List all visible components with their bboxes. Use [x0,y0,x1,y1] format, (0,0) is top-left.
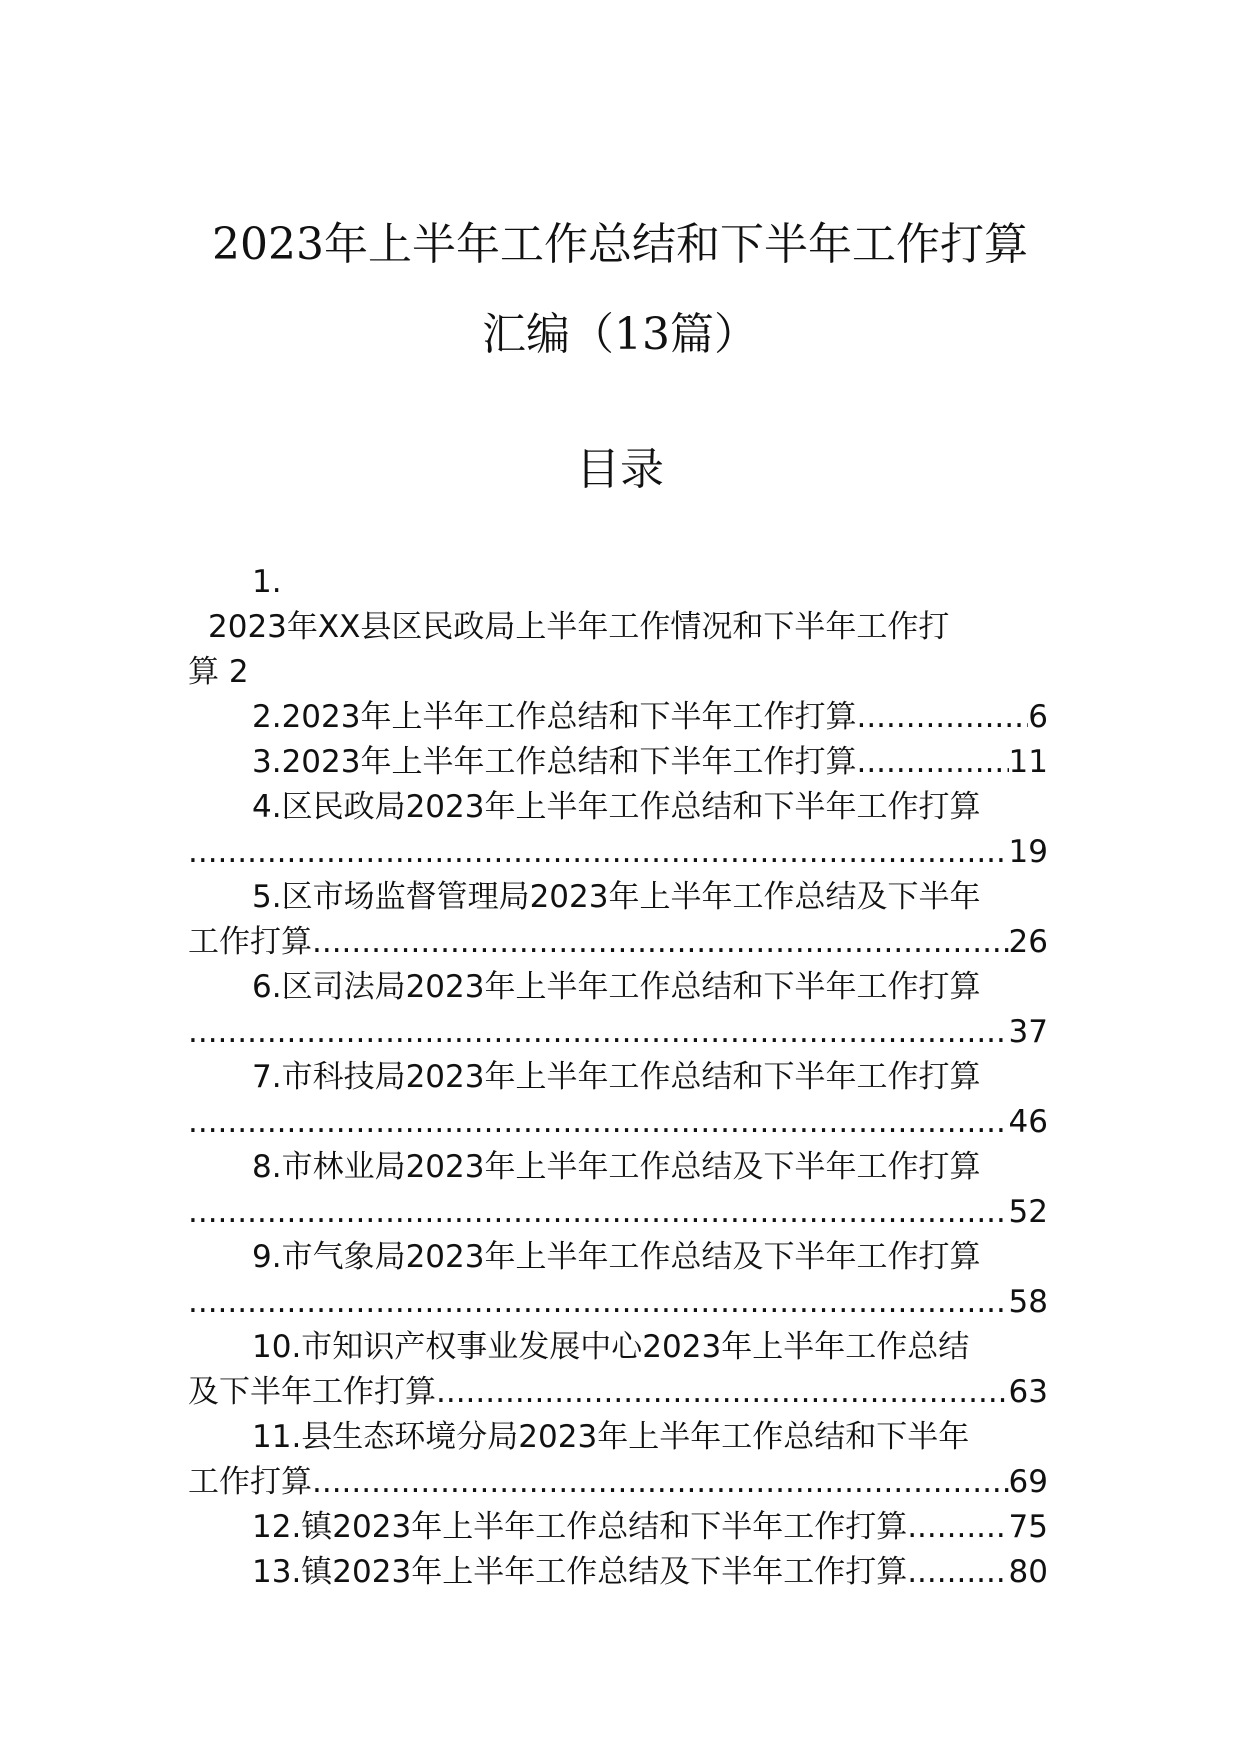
toc-entry-1[interactable] [188,560,1048,695]
toc-page-number: 37 [1008,1014,1048,1050]
toc-entry-3[interactable] [188,740,1048,785]
toc-leader-dots [188,1010,1009,1055]
toc-page-number: 69 [1008,1464,1048,1500]
toc-entry-title: 6.区司法局2023年上半年工作总结和下半年工作打算 [252,969,981,1005]
toc-entry-7[interactable] [188,1055,1048,1145]
toc-entry-4[interactable] [188,785,1048,875]
toc-leader-dots [907,1550,1008,1595]
toc-entry-title: 9.市气象局2023年上半年工作总结及下半年工作打算 [252,1239,981,1275]
toc-entry-title-continued: 工作打算 [188,924,312,960]
toc-leader-dots [856,740,1008,785]
toc-entry-9[interactable] [188,1235,1048,1325]
toc-page-number: 46 [1008,1104,1048,1140]
toc-page-number: 6 [1028,699,1048,735]
document-title-line-1: 2023年上半年工作总结和下半年工作打算 [212,219,1028,270]
toc-leader-dots [188,1280,1009,1325]
toc-entry-number: 1. [252,564,282,600]
toc-entry-title: 8.市林业局2023年上半年工作总结及下半年工作打算 [252,1149,981,1185]
toc-entry-title: 11.县生态环境分局2023年上半年工作总结和下半年 [252,1419,970,1455]
toc-leader-dots [856,695,1028,740]
toc-entry-2[interactable] [188,695,1048,740]
toc-entry-title: 12.镇2023年上半年工作总结和下半年工作打算 [252,1509,908,1545]
toc-entry-6[interactable] [188,965,1048,1055]
toc-page-number: 63 [1008,1374,1048,1410]
toc-entry-11[interactable] [188,1415,1048,1505]
toc-leader-dots [312,920,1009,965]
toc-entry-5[interactable] [188,875,1048,965]
toc-heading: 目录 [576,444,664,495]
toc-page-number: 19 [1008,834,1048,870]
toc-leader-dots [907,1505,1008,1550]
toc-page-number: 58 [1008,1284,1048,1320]
toc-leader-dots [312,1460,1009,1505]
toc-leader-dots [436,1370,1009,1415]
toc-entry-12[interactable] [188,1505,1048,1550]
document-title-line-2: 汇编（13篇） [482,309,758,360]
toc-leader-dots [188,1190,1009,1235]
toc-entry-10[interactable] [188,1325,1048,1415]
toc-leader-dots [188,1100,1009,1145]
toc-page-number: 11 [1008,744,1048,780]
toc-entry-title: 10.市知识产权事业发展中心2023年上半年工作总结 [252,1329,970,1365]
toc-page-number: 80 [1008,1554,1048,1590]
toc-entry-13[interactable] [188,1550,1048,1595]
toc-entry-title: 13.镇2023年上半年工作总结及下半年工作打算 [252,1554,908,1590]
toc-leader-dots [188,830,1009,875]
toc-entry-title: 4.区民政局2023年上半年工作总结和下半年工作打算 [252,789,981,825]
toc-entry-title-continued: 算 2 [188,654,249,690]
toc-entry-title: 3.2023年上半年工作总结和下半年工作打算 [252,744,857,780]
toc-entry-8[interactable] [188,1145,1048,1235]
toc-entry-title: 5.区市场监督管理局2023年上半年工作总结及下半年 [252,879,981,915]
toc-entry-title: 2.2023年上半年工作总结和下半年工作打算 [252,699,857,735]
toc-page-number: 26 [1008,924,1048,960]
toc-entry-title-continued: 工作打算 [188,1464,312,1500]
toc-entry-title: 2023年XX县区民政局上半年工作情况和下半年工作打 [208,609,950,645]
toc-entry-title-continued: 及下半年工作打算 [188,1374,436,1410]
table-of-contents [188,560,1048,1595]
toc-entry-title: 7.市科技局2023年上半年工作总结和下半年工作打算 [252,1059,981,1095]
toc-page-number: 52 [1008,1194,1048,1230]
toc-page-number: 75 [1008,1509,1048,1545]
